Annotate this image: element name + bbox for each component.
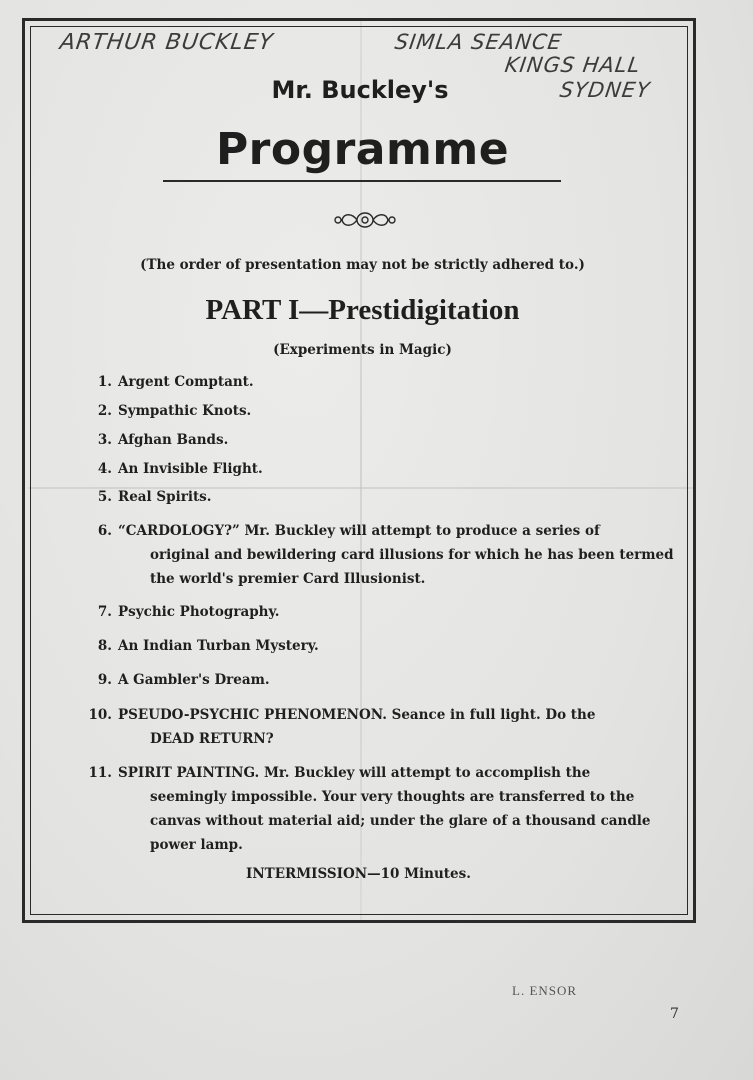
item-number: 7.	[97, 604, 112, 620]
item-text: A Gambler's Dream.	[118, 672, 270, 688]
part-subtitle: (Experiments in Magic)	[273, 342, 452, 358]
part-title: PART I—Prestidigitation	[205, 294, 520, 326]
intermission-text: INTERMISSION—10 Minutes.	[246, 866, 471, 882]
ensor-stamp: L. ENSOR	[512, 983, 578, 998]
list-item	[97, 668, 270, 692]
item-number: 10.	[88, 707, 112, 723]
item-number: 2.	[97, 403, 112, 419]
item-text: PSEUDO-PSYCHIC PHENOMENON. Seance in full light. Do the	[118, 707, 596, 723]
item-number: 5.	[97, 489, 112, 505]
item-number: 1.	[97, 374, 112, 390]
item-text: SPIRIT PAINTING. Mr. Buckley will attempt to accomplish the	[118, 765, 591, 781]
item-text-continued: seemingly impossible. Your very thoughts are transferred to the	[150, 789, 635, 805]
item-text: “CARDOLOGY?” Mr. Buckley will attempt to produce a series of	[118, 523, 600, 539]
list-item	[88, 761, 591, 785]
item-text-continued: canvas without material aid; under the glare of a thousand candle	[150, 813, 651, 829]
item-number: 8.	[97, 638, 112, 654]
item-number: 6.	[97, 523, 112, 539]
item-text: Real Spirits.	[118, 489, 212, 505]
item-text: Sympathic Knots.	[118, 403, 252, 419]
item-number: 11.	[88, 765, 112, 781]
item-number: 9.	[97, 672, 112, 688]
presentation-note: (The order of presentation may not be strictly adhered to.)	[140, 257, 585, 273]
handwritten-name: ARTHUR BUCKLEY	[58, 30, 276, 55]
list-item	[97, 428, 229, 452]
item-text: An Invisible Flight.	[118, 461, 263, 477]
item-text: Psychic Photography.	[118, 604, 280, 620]
handwritten-city: SYDNEY	[558, 78, 652, 102]
list-item	[97, 519, 600, 543]
list-item	[97, 457, 263, 481]
header-subtitle: Mr. Buckley's	[271, 76, 449, 104]
item-text-continued: power lamp.	[150, 837, 243, 853]
item-text-continued: DEAD RETURN?	[150, 731, 274, 747]
item-number: 3.	[97, 432, 112, 448]
item-text-continued: the world's premier Card Illusionist.	[150, 571, 426, 587]
item-text: Argent Comptant.	[118, 374, 254, 390]
scroll-ornament-icon	[330, 209, 400, 231]
handwritten-event: SIMLA SEANCE	[393, 30, 564, 54]
item-text: An Indian Turban Mystery.	[118, 638, 319, 654]
corner-mark: 7	[670, 1006, 679, 1022]
item-text-continued: original and bewildering card illusions for which he has been termed	[150, 547, 674, 563]
list-item	[97, 634, 319, 658]
handwritten-venue: KINGS HALL	[503, 53, 643, 77]
item-number: 4.	[97, 461, 112, 477]
list-item	[97, 485, 212, 509]
list-item	[97, 399, 252, 423]
list-item	[97, 600, 280, 624]
list-item	[88, 703, 596, 727]
list-item	[97, 370, 254, 394]
page-title: Programme	[215, 124, 510, 175]
title-underline	[163, 180, 561, 182]
item-text: Afghan Bands.	[118, 432, 229, 448]
